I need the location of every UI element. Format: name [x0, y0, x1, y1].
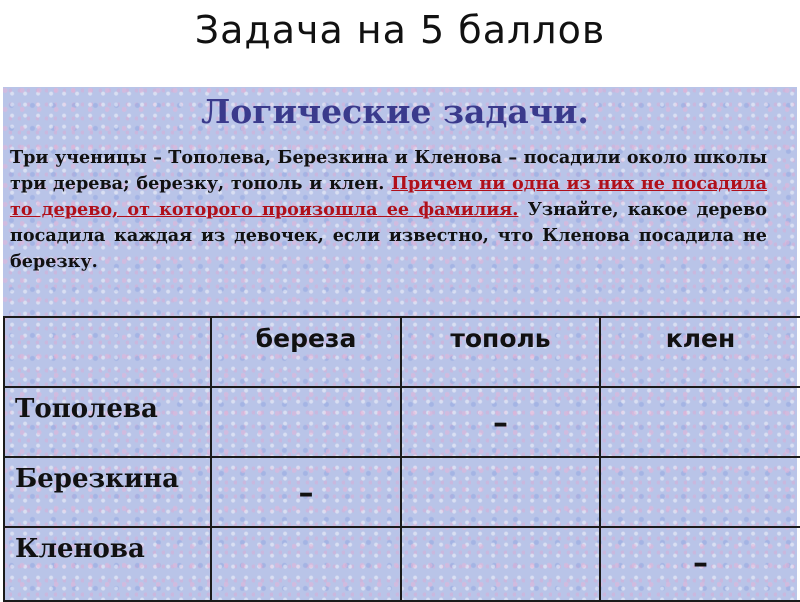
table-row: [4, 527, 800, 601]
table-cell: [600, 387, 800, 457]
column-header-poplar: тополь: [401, 317, 600, 387]
problem-text-intro: Три ученицы – Тополева, Березкина и Кленова – посадили около школы три дерева; березку, тополь и клен.: [10, 147, 767, 194]
table-corner-cell: [4, 317, 211, 387]
column-header-maple: клен: [600, 317, 800, 387]
table-row: [4, 387, 800, 457]
cell-mark: –: [298, 476, 314, 511]
answer-table: [3, 316, 800, 602]
cell-mark: –: [493, 406, 508, 441]
table-row: [4, 457, 800, 527]
row-header-berezkina: Березкина: [4, 457, 211, 527]
table-cell: [600, 457, 800, 527]
cell-mark: –: [693, 546, 708, 581]
panel-heading: Логические задачи.: [201, 92, 589, 131]
table-cell: [401, 387, 600, 457]
problem-text-question: Узнайте, какое дерево посадила каждая из девочек, если известно, что Кленова посадила не березку.: [10, 199, 767, 272]
table-cell: [211, 457, 401, 527]
row-header-klenova: Кленова: [4, 527, 211, 601]
problem-text-condition: Причем ни одна из них не посадила то дерево, от которого произошла ее фамилия.: [10, 173, 767, 220]
problem-text: [10, 145, 767, 275]
row-header-topoleva: Тополева: [4, 387, 211, 457]
table-cell: [211, 527, 401, 601]
table-cell: [401, 457, 600, 527]
table-cell: [211, 387, 401, 457]
column-header-birch: береза: [211, 317, 401, 387]
table-header-row: [4, 317, 800, 387]
table-cell: [401, 527, 600, 601]
table-cell: [600, 527, 800, 601]
slide-title: Задача на 5 баллов: [194, 8, 606, 52]
